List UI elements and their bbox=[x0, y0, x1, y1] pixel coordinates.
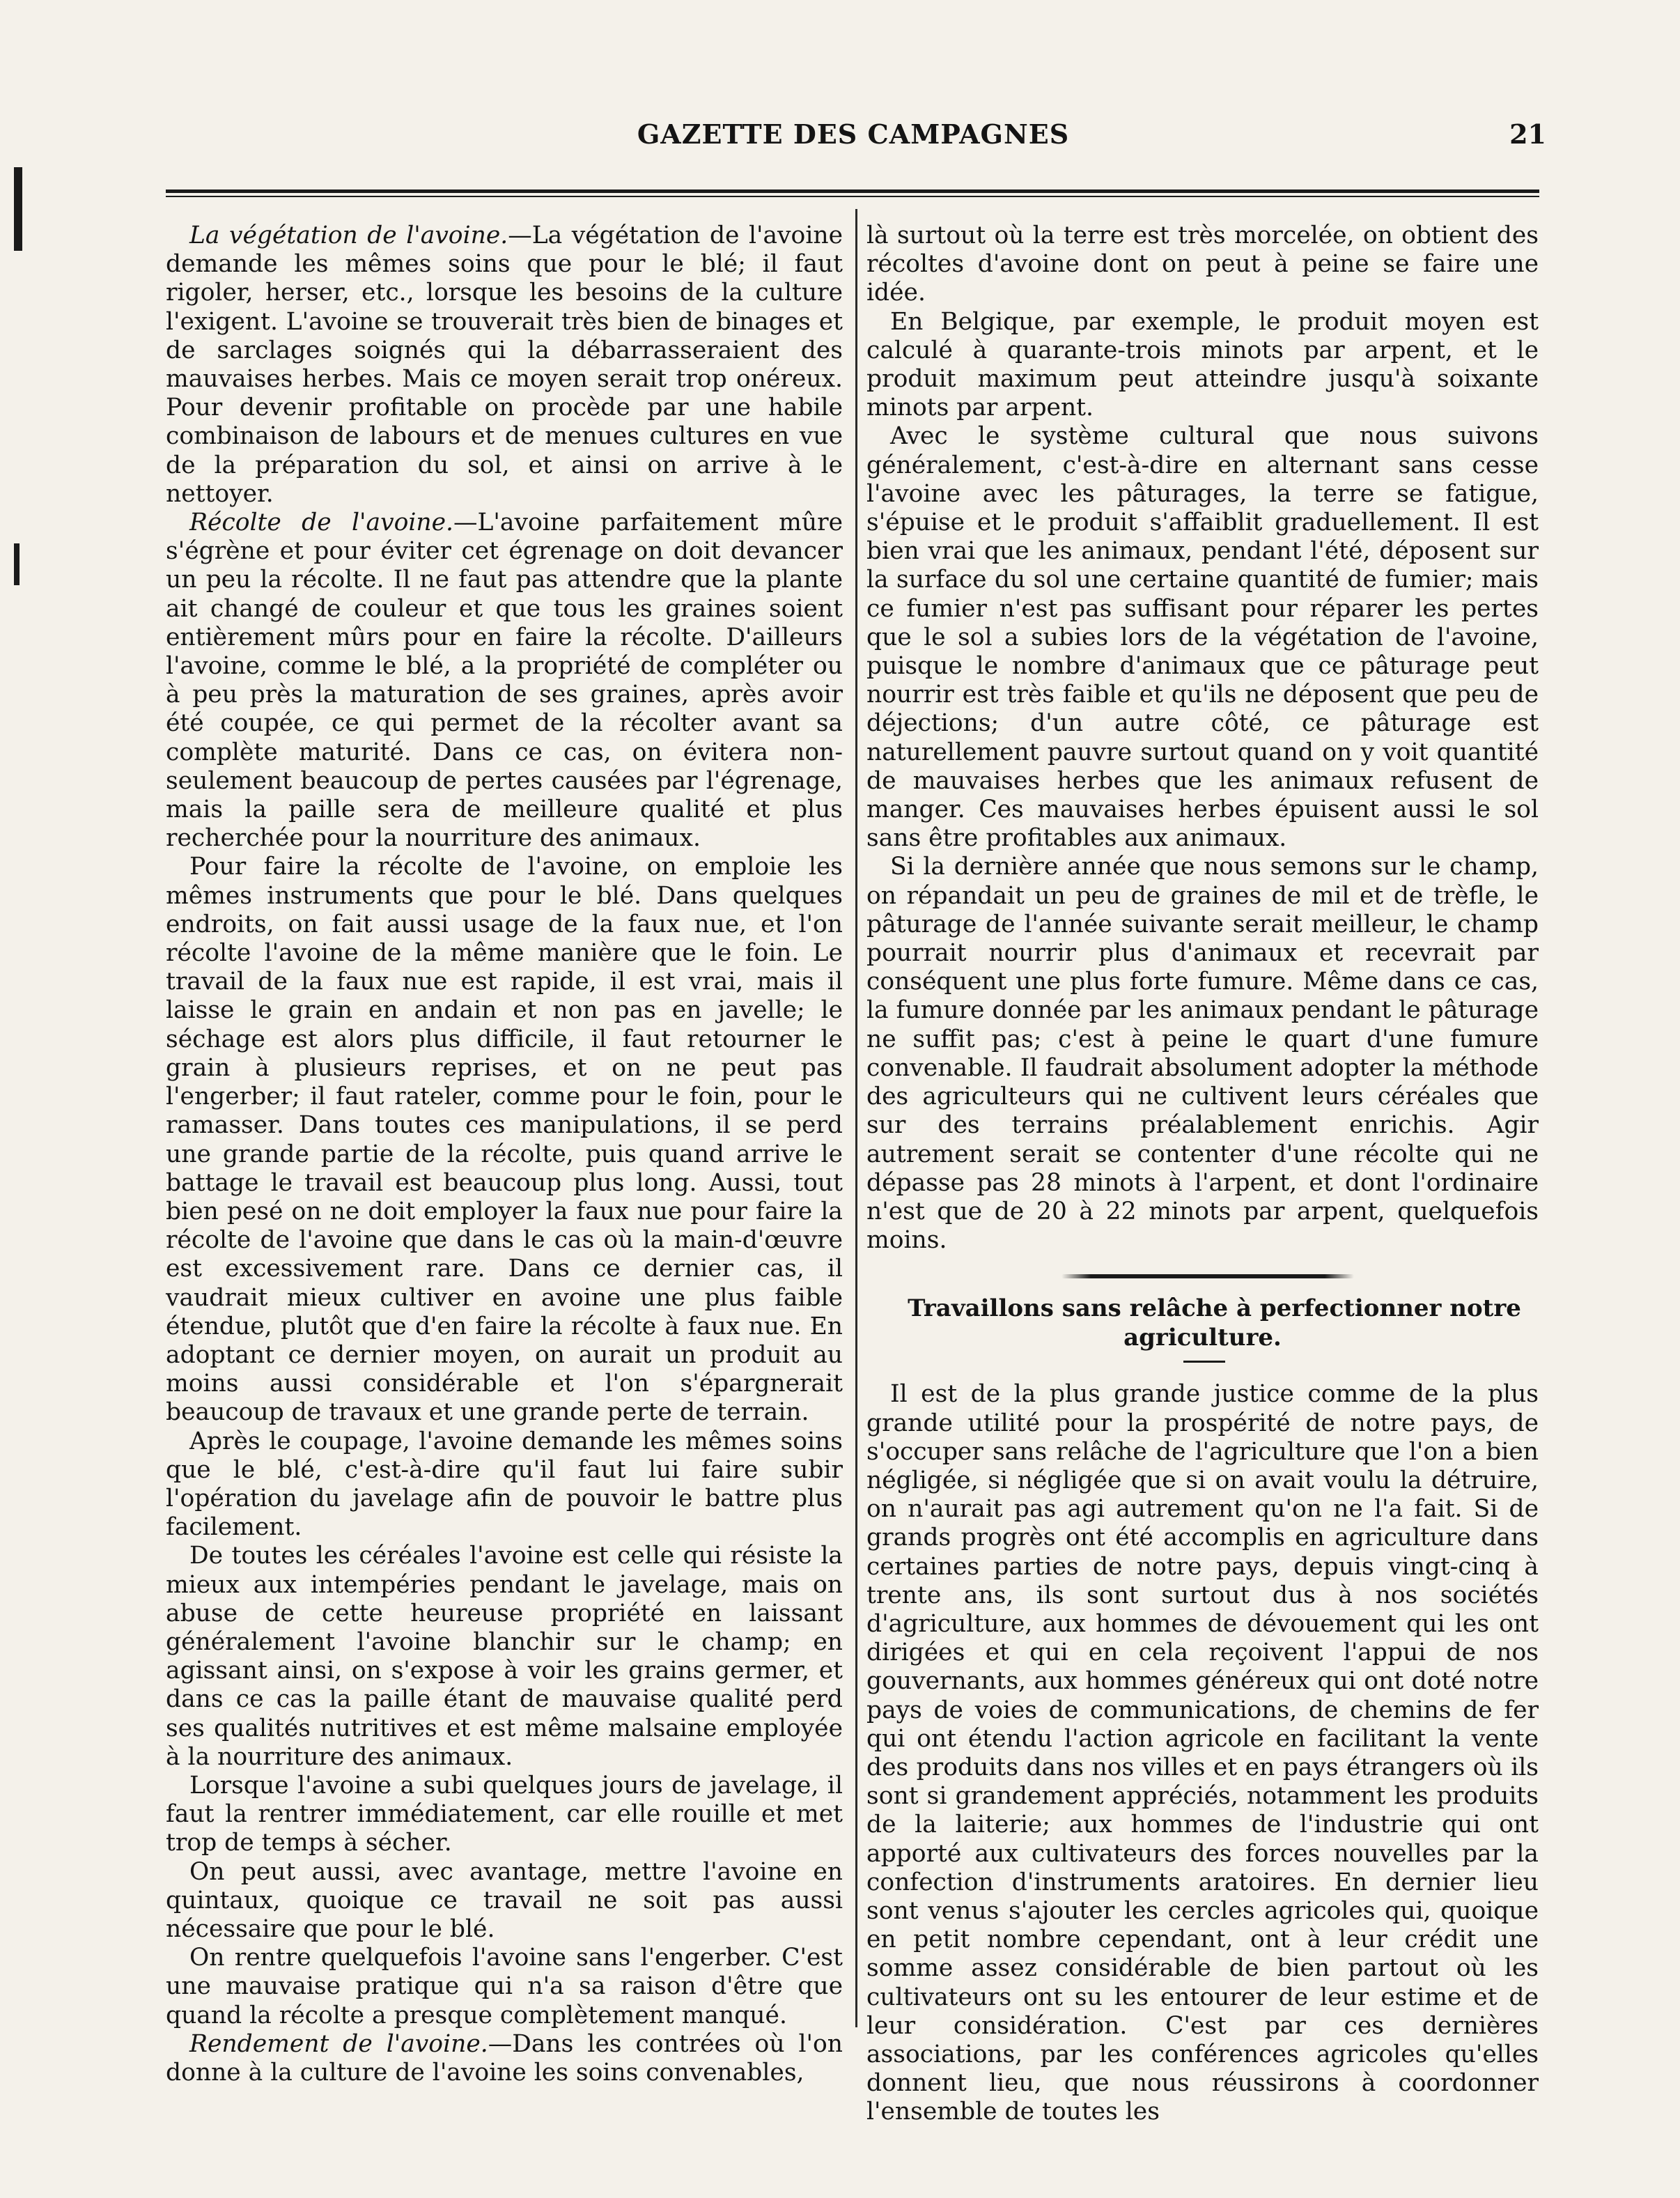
running-title: GAZETTE DES CAMPAGNES bbox=[637, 118, 1070, 150]
paragraph-text: —La végétation de l'avoine demande les mêmes soins que pour le blé; il faut rigoler, herser, etc., lorsque les besoins de la culture l'exigent. L'avoine se trouverait très bien de binages et de sarclages soignés qui la débarrasseraient des mauvaises herbes. Mais ce moyen serait trop onéreux. Pour devenir profitable on procède par une habile combinaison de labours et de menues cultures en vue de la préparation du sol, et ainsi on arrive à le nettoyer. bbox=[166, 222, 843, 508]
margin-mark bbox=[14, 543, 20, 585]
paragraph: On peut aussi, avec avantage, mettre l'avoine en quintaux, quoique ce travail ne soit pas aussi nécessaire que pour le blé. bbox=[166, 1857, 843, 1943]
header-rule bbox=[166, 189, 1539, 193]
left-column bbox=[166, 222, 843, 2087]
margin-mark bbox=[14, 167, 22, 251]
section-lead: La végétation de l'avoine. bbox=[189, 222, 508, 249]
paragraph-text: —L'avoine parfaitement mûre s'égrène et pour éviter cet égrenage on doit devancer un peu la récolte. Il ne faut pas attendre que la plante ait changé de couleur et que tous les graines soient entièrement mûrs pour en faire la récolte. D'ailleurs l'avoine, comme le blé, a la propriété de compléter ou à peu près la maturation de ses graines, après avoir été coupée, ce qui permet de la récolter avant sa complète maturité. Dans ce cas, on évitera non-seulement beaucoup de pertes causées par l'égrenage, mais la paille sera de meilleure qualité et plus recherchée pour la nourriture des animaux. bbox=[166, 509, 843, 853]
header-rule-thin bbox=[166, 196, 1539, 197]
paragraph: Avec le système cultural que nous suivons généralement, c'est-à-dire en alternant sans cesse l'avoine avec les pâturages, la terre se fatigue, s'épuise et le produit s'affaiblit graduellement. Il est bien vrai que les animaux, pendant l'été, déposent sur la surface du sol une certaine quantité de fumier; mais ce fumier n'est pas suffisant pour réparer les pertes que le sol a subies lors de la végétation de l'avoine, puisque le nombre d'animaux que ce pâturage peut nourrir est très faible et qu'ils ne déposent que peu de déjections; d'un autre côté, ce pâturage est naturellement pauvre surtout quand on y voit quantité de mauvaises herbes que les animaux refusent de manger. Ces mauvaises herbes épuisent aussi le sol sans être profitables aux animaux. bbox=[866, 422, 1539, 853]
paragraph bbox=[166, 2030, 843, 2087]
paragraph: On rentre quelquefois l'avoine sans l'engerber. C'est une mauvaise pratique qui n'a sa raison d'être que quand la récolte a presque complètement manqué. bbox=[166, 1944, 843, 2029]
paragraph bbox=[166, 222, 843, 509]
section-lead: Rendement de l'avoine. bbox=[189, 2029, 488, 2058]
article-separator bbox=[866, 1255, 1539, 1294]
section-lead: Récolte de l'avoine. bbox=[189, 509, 454, 537]
paragraph-text: —Dans les contrées où l'on donne à la culture de l'avoine les soins convenables, bbox=[166, 2029, 843, 2087]
paragraph: Lorsque l'avoine a subi quelques jours de javelage, il faut la rentrer immédiatement, car elle rouille et met trop de temps à sécher. bbox=[166, 1771, 843, 1857]
paragraph: là surtout où la terre est très morcelée, on obtient des récoltes d'avoine dont on peut à peine se faire une idée. bbox=[866, 222, 1539, 307]
page-number: 21 bbox=[1509, 118, 1546, 150]
paragraph: Il est de la plus grande justice comme de la plus grande utilité pour la prospérité de notre pays, de s'occuper sans relâche de l'agriculture que l'on a bien négligée, si négligée que si on avait voulu la détruire, on n'aurait pas agi autrement qu'on ne l'a fait. Si de grands progrès ont été accomplis en agriculture dans certaines parties de notre pays, depuis vingt-cinq à trente ans, ils sont surtout dus à nos sociétés d'agriculture, aux hommes de dévouement qui les ont dirigées et qui en cela reçoivent l'appui de nos gouvernants, aux hommes généreux qui ont doté notre pays de voies de communications, de chemins de fer qui ont étendu l'action agricole en facilitant la vente des produits dans nos villes et en pays étrangers où ils sont si grandement appréciés, notamment les produits de la laiterie; aux hommes de l'industrie qui ont apporté aux cultivateurs des forces nouvelles par la confection d'instruments aratoires. En dernier lieu sont venus s'ajouter les cercles agricoles qui, quoique en petit nombre cependant, ont à leur crédit une somme assez considérable de bien partout où les cultivateurs ont su les entourer de leur estime et de leur considération. C'est par ces dernières associations, par les conférences agricoles qu'elles donnent lieu, que nous réussirons à coordonner l'ensemble de toutes les bbox=[866, 1380, 1539, 2126]
paragraph bbox=[166, 509, 843, 853]
paragraph: Si la dernière année que nous semons sur le champ, on répandait un peu de graines de mil et de trèfle, le pâturage de l'année suivante serait meilleur, le champ pourrait nourrir plus d'animaux et recevrait par conséquent une plus forte fumure. Même dans ce cas, la fumure donnée par les animaux pendant le pâturage ne suffit pas; c'est à peine le quart d'une fumure convenable. Il faudrait absolument adopter la méthode des agriculteurs qui ne cultivent leurs céréales que sur des terrains préalablement enrichis. Agir autrement serait se contenter d'une récolte qui ne dépasse pas 28 minots à l'arpent, et dont l'ordinaire n'est que de 20 à 22 minots par arpent, quelquefois moins. bbox=[866, 853, 1539, 1255]
heading-dash bbox=[866, 1352, 1539, 1380]
column-rule bbox=[855, 209, 857, 2027]
right-column bbox=[866, 222, 1539, 2126]
paragraph: En Belgique, par exemple, le produit moyen est calculé à quarante-trois minots par arpent, et le produit maximum peut atteindre jusqu'à soixante minots par arpent. bbox=[866, 307, 1539, 422]
article-heading: Travaillons sans relâche à perfectionner notre agriculture. bbox=[908, 1294, 1521, 1352]
paragraph: De toutes les céréales l'avoine est celle qui résiste la mieux aux intempéries pendant le javelage, mais on abuse de cette heureuse propriété en laissant généralement l'avoine blanchir sur le champ; en agissant ainsi, on s'expose à voir les grains germer, et dans ce cas la paille étant de mauvaise qualité perd ses qualités nutritives et est même malsaine employée à la nourriture des animaux. bbox=[166, 1542, 843, 1771]
paragraph: Pour faire la récolte de l'avoine, on emploie les mêmes instruments que pour le blé. Dans quelques endroits, on fait aussi usage de la faux nue, et l'on récolte l'avoine de la même manière que le foin. Le travail de la faux nue est rapide, il est vrai, mais il laisse le grain en andain et non pas en javelle; le séchage est alors plus difficile, il faut retourner le grain à plusieurs reprises, et on ne peut pas l'engerber; il faut rateler, comme pour le foin, pour le ramasser. Dans toutes ces manipulations, il se perd une grande partie de la récolte, puis quand arrive le battage le travail est beaucoup plus long. Aussi, tout bien pesé on ne doit employer la faux nue pour faire la récolte de l'avoine que dans le cas où la main-d'œuvre est excessivement rare. Dans ce dernier cas, il vaudrait mieux cultiver en avoine une plus faible étendue, plutôt que d'en faire la récolte à faux nue. En adoptant ce dernier moyen, on aurait un produit au moins aussi considérable et l'on s'épargnerait beaucoup de travaux et une grande perte de terrain. bbox=[166, 853, 843, 1427]
page-header bbox=[160, 118, 1546, 160]
paragraph: Après le coupage, l'avoine demande les mêmes soins que le blé, c'est-à-dire qu'il faut lui faire subir l'opération du javelage afin de pouvoir le battre plus facilement. bbox=[166, 1427, 843, 1542]
